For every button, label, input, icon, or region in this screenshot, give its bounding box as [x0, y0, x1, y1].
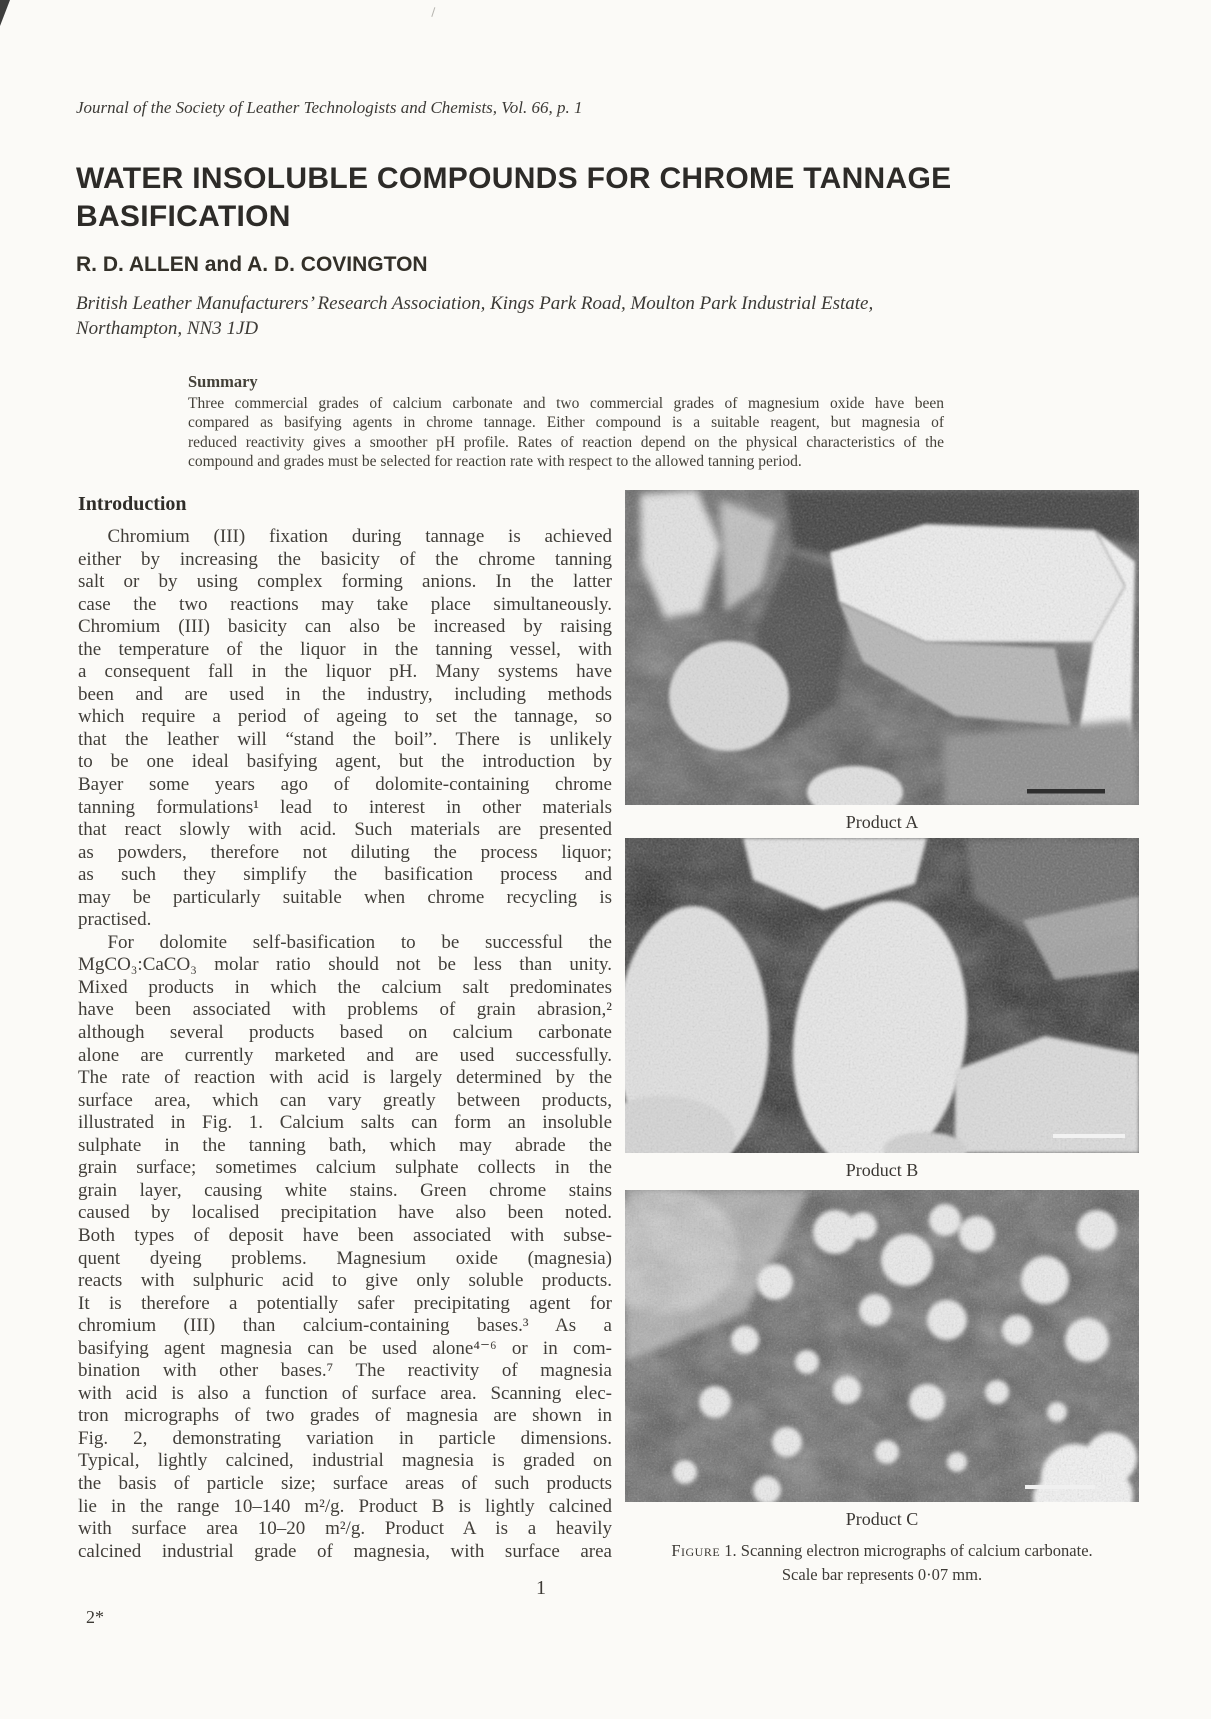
summary-heading: Summary: [188, 372, 258, 391]
text-line: Chromium (III) basicity can also be increased by raising: [78, 616, 612, 638]
figure1-label-product-a: Product A: [845, 812, 919, 832]
text-line: surface area, which can vary greatly between products,: [78, 1089, 612, 1111]
text-line: reduced reactivity gives a smoother pH profile. Rates of reaction depend on the physical characteristics of the: [188, 433, 944, 451]
title-line-1: WATER INSOLUBLE COMPOUNDS FOR CHROME TANNAGE: [76, 162, 952, 195]
text-line: It is therefore a potentially safer precipitating agent for: [78, 1292, 612, 1314]
text-line: to be one ideal basifying agent, but the introduction by: [78, 751, 612, 773]
introduction-paragraph-2: [78, 932, 612, 1563]
text-line: a consequent fall in the liquor pH. Many systems have: [78, 661, 612, 683]
figure1-label-product-c: Product C: [845, 1509, 919, 1529]
scan-mark-artifact: [425, 5, 436, 17]
text-line: have been associated with problems of grain abrasion,²: [78, 999, 612, 1021]
figure1-product-b-image: [625, 838, 1139, 1153]
text-line: caused by localised precipitation have also been noted.: [78, 1202, 612, 1224]
affiliation-line-2: Northampton, NN3 1JD: [76, 318, 259, 339]
text-line: basifying agent magnesia can be used alone⁴⁻⁶ or in com-: [78, 1337, 612, 1359]
page-title: [76, 160, 1136, 236]
figure1-caption-line-2: Scale bar represents 0·07 mm.: [781, 1565, 983, 1584]
text-line: For dolomite self-basification to be successful the: [107, 931, 612, 953]
micrograph-product-b: [625, 838, 1139, 1153]
text-line: Three commercial grades of calcium carbonate and two commercial grades of magnesium oxide have been: [188, 394, 944, 412]
scale-bar-product-a: [1027, 789, 1105, 794]
text-line: illustrated in Fig. 1. Calcium salts can form an insoluble: [78, 1112, 612, 1134]
figure1-caption-label: Figure: [671, 1541, 721, 1560]
text-line: MgCO₃:CaCO₃ molar ratio should not be less than unity.: [78, 954, 612, 976]
affiliation-line-1: British Leather Manufacturers’ Research Association, Kings Park Road, Moulton Park Industrial Estate,: [76, 293, 874, 314]
scale-bar-product-b: [1053, 1134, 1125, 1138]
text-line: compared as basifying agents in chrome tannage. Either compound is a suitable reagent, but magnesia of: [188, 414, 944, 432]
text-line: quent dyeing problems. Magnesium oxide (magnesia): [78, 1247, 612, 1269]
figure1-caption-text: 1. Scanning electron micrographs of calcium carbonate.: [724, 1541, 1093, 1560]
introduction-paragraph-1: [78, 526, 612, 932]
scan-corner-artifact: [0, 0, 10, 26]
introduction-heading: Introduction: [78, 493, 187, 515]
text-line: bination with other bases.⁷ The reactivity of magnesia: [78, 1360, 612, 1382]
micrograph-product-c: [625, 1190, 1139, 1502]
signature-mark: 2*: [86, 1607, 104, 1627]
text-line: calcined industrial grade of magnesia, with surface area: [78, 1540, 612, 1562]
text-line: may be particularly suitable when chrome recycling is: [78, 886, 612, 908]
text-line: the temperature of the liquor in the tanning vessel, with: [78, 638, 612, 660]
text-line: The rate of reaction with acid is largely determined by the: [78, 1067, 612, 1089]
title-line-2: BASIFICATION: [76, 200, 291, 233]
text-line: grain layer, causing white stains. Green chrome stains: [78, 1179, 612, 1201]
text-line: tanning formulations¹ lead to interest in other materials: [78, 796, 612, 818]
text-line: reacts with sulphuric acid to give only soluble products.: [78, 1270, 612, 1292]
text-line: been and are used in the industry, including methods: [78, 683, 612, 705]
page-number: 1: [536, 1577, 546, 1599]
text-line: case the two reactions may take place simultaneously.: [78, 593, 612, 615]
figure1-product-a-image: [625, 490, 1139, 805]
text-line: the basis of particle size; surface areas of such products: [78, 1472, 612, 1494]
figure1-product-c-image: [625, 1190, 1139, 1502]
text-line: Fig. 2, demonstrating variation in particle dimensions.: [78, 1427, 612, 1449]
text-line: with surface area 10–20 m²/g. Product A is a heavily: [78, 1518, 612, 1540]
text-line: compound and grades must be selected for reaction rate with respect to the allowed tanning period.: [188, 453, 802, 471]
authors-line: R. D. ALLEN and A. D. COVINGTON: [76, 253, 428, 276]
text-line: alone are currently marketed and are used successfully.: [78, 1044, 612, 1066]
text-line: salt or by using complex forming anions. In the latter: [78, 571, 612, 593]
text-line: chromium (III) than calcium-containing bases.³ As a: [78, 1315, 612, 1337]
figure1-label-product-b: Product B: [845, 1160, 919, 1180]
figure1-caption-line-1: [600, 1539, 1164, 1563]
text-line: that the leather will “stand the boil”. There is unlikely: [78, 728, 612, 750]
journal-header-line: Journal of the Society of Leather Technologists and Chemists, Vol. 66, p. 1: [76, 98, 583, 117]
text-line: Both types of deposit have been associated with subse-: [78, 1224, 612, 1246]
body-left-column: [78, 526, 612, 1563]
affiliation: [76, 291, 1076, 341]
text-line: Mixed products in which the calcium salt predominates: [78, 976, 612, 998]
summary-block: [188, 372, 944, 472]
text-line: Chromium (III) fixation during tannage is achieved: [107, 526, 612, 547]
text-line: that react slowly with acid. Such materials are presented: [78, 819, 612, 841]
text-line: Bayer some years ago of dolomite-containing chrome: [78, 774, 612, 796]
micrograph-product-a: [625, 490, 1139, 805]
text-line: lie in the range 10–140 m²/g. Product B is lightly calcined: [78, 1495, 612, 1517]
text-line: with acid is also a function of surface area. Scanning elec-: [78, 1382, 612, 1404]
text-line: practised.: [78, 909, 152, 931]
text-line: although several products based on calcium carbonate: [78, 1022, 612, 1044]
text-line: tron micrographs of two grades of magnesia are shown in: [78, 1405, 612, 1427]
text-line: grain surface; sometimes calcium sulphate collects in the: [78, 1157, 612, 1179]
text-line: sulphate in the tanning bath, which may abrade the: [78, 1134, 612, 1156]
summary-text: [188, 394, 944, 472]
scale-bar-product-c: [1025, 1485, 1095, 1489]
text-line: either by increasing the basicity of the chrome tanning: [78, 548, 612, 570]
text-line: as such they simplify the basification process and: [78, 864, 612, 886]
text-line: as powders, therefore not diluting the process liquor;: [78, 841, 612, 863]
text-line: which require a period of ageing to set the tannage, so: [78, 706, 612, 728]
figure1-caption: [600, 1539, 1164, 1587]
text-line: Typical, lightly calcined, industrial magnesia is graded on: [78, 1450, 612, 1472]
